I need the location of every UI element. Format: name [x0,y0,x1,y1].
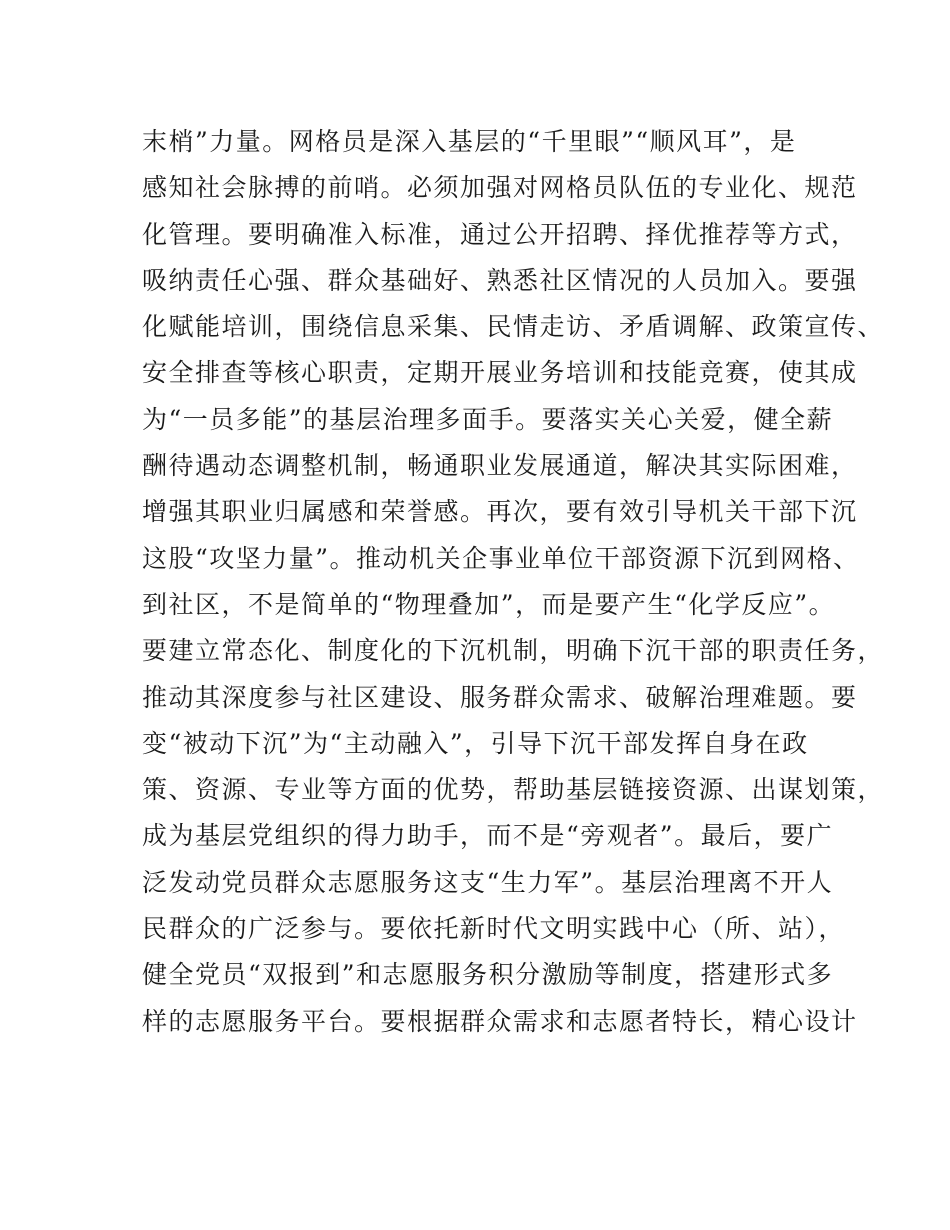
text-line: 吸纳责任心强、群众基础好、熟悉社区情况的人员加入。要强 [142,265,858,295]
text-line: 策、资源、专业等方面的优势，帮助基层链接资源、出谋划策， [142,775,885,805]
text-line: 末梢”力量。网格员是深入基层的“千里眼”“顺风耳”，是 [142,127,797,156]
text-line: 要建立常态化、制度化的下沉机制，明确下沉干部的职责任务， [142,636,885,666]
text-line: 泛发动党员群众志愿服务这支“生力军”。基层治理离不开人 [142,867,834,897]
text-line: 增强其职业归属感和荣誉感。再次，要有效引导机关干部下沉 [142,497,858,527]
text-line: 化管理。要明确准入标准，通过公开招聘、择优推荐等方式， [142,219,858,249]
text-line: 这股“攻坚力量”。推动机关企事业单位干部资源下沉到网格、 [142,543,860,573]
text-line: 安全排查等核心职责，定期开展业务培训和技能竞赛，使其成 [142,358,858,388]
text-line: 到社区，不是简单的“物理叠加”，而是要产生“化学反应”。 [142,589,836,619]
text-line: 酬待遇动态调整机制，畅通职业发展通道，解决其实际困难， [142,451,858,481]
text-line: 健全党员“双报到”和志愿服务积分激励等制度，搭建形式多 [142,960,834,990]
text-line: 化赋能培训，围绕信息采集、民情走访、矛盾调解、政策宣传、 [142,312,885,342]
body-text [142,119,885,1045]
text-line: 成为基层党组织的得力助手，而不是“旁观者”。最后，要广 [142,821,834,851]
text-line: 感知社会脉搏的前哨。必须加强对网格员队伍的专业化、规范 [142,173,858,203]
text-line: 样的志愿服务平台。要根据群众需求和志愿者特长，精心设计 [142,1006,858,1036]
text-line: 推动其深度参与社区建设、服务群众需求、破解治理难题。要 [142,682,858,712]
text-line: 为“一员多能”的基层治理多面手。要落实关心关爱，健全薪 [142,404,834,434]
text-line: 变“被动下沉”为“主动融入”，引导下沉干部发挥自身在政 [142,728,809,758]
text-line: 民群众的广泛参与。要依托新时代文明实践中心（所、站）， [142,914,846,944]
